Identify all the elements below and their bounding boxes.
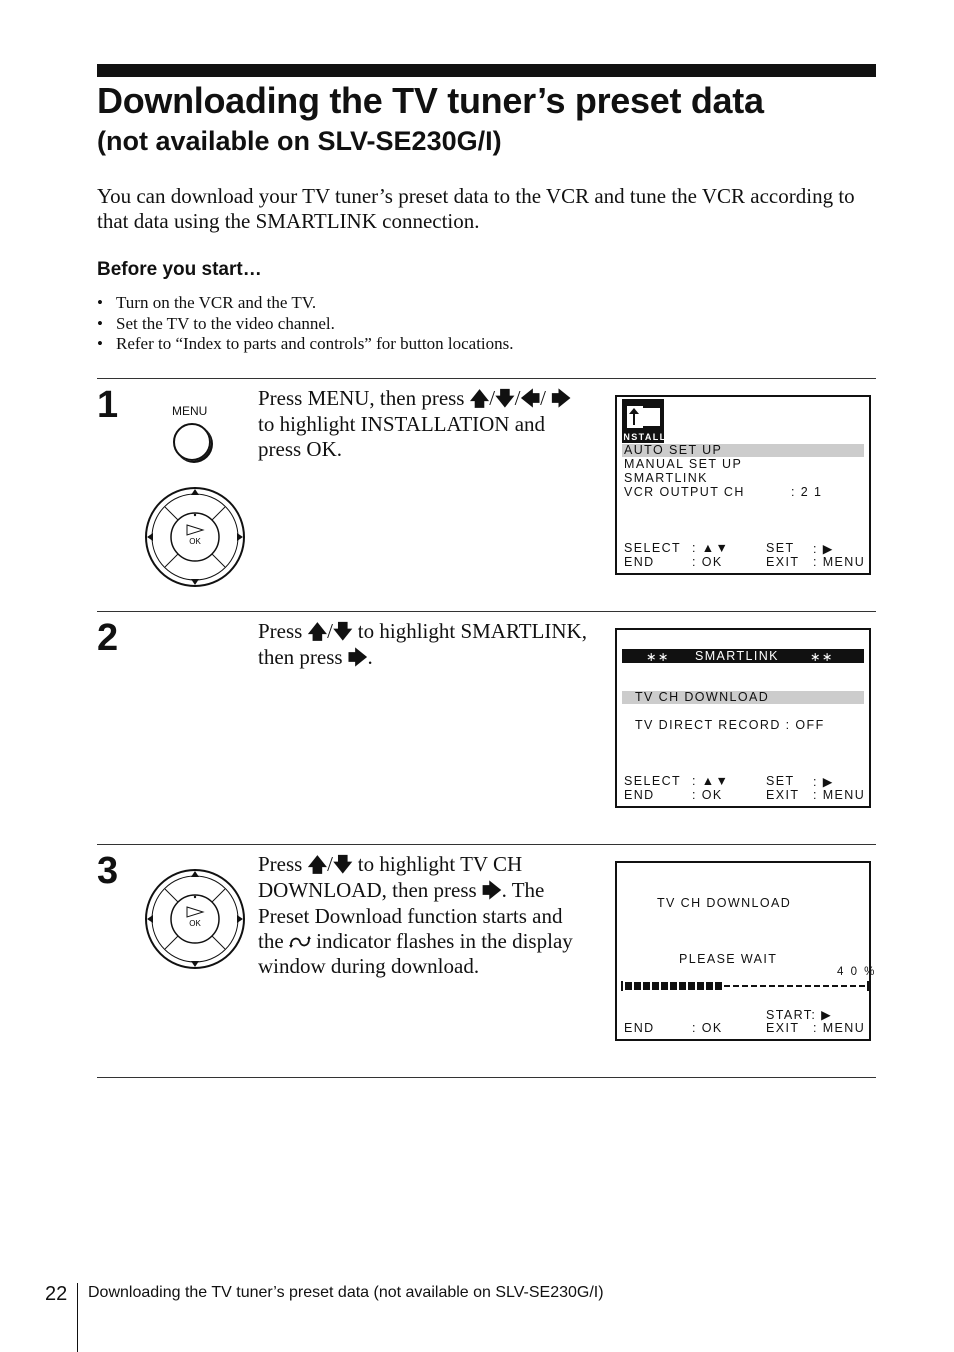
progress-empty-segment [832,985,838,987]
download-progress-screen [615,861,877,1041]
exit-label: EXIT [766,1021,800,1035]
end-label: END [624,555,655,569]
direction-pad-illustration [143,867,247,971]
footer-divider [77,1283,78,1352]
set-value: : ▶ [813,775,834,789]
title-bar [97,64,876,77]
progress-end-cap [867,981,869,991]
svg-text:INSTALL: INSTALL [619,432,667,442]
step-divider [97,844,876,845]
up-arrow-icon: 🡅 [307,621,328,643]
menu-button-illustration [173,423,211,461]
prerequisite-list [97,293,514,355]
progress-empty-segment [733,985,739,987]
end-value: : OK [692,788,723,802]
progress-filled-segment [697,982,704,990]
down-arrow-icon: 🡇 [495,388,515,410]
right-arrow-icon: 🡆 [347,647,368,669]
progress-filled-segment [661,982,668,990]
list-item: • Refer to “Index to parts and controls” for button locations. [97,334,514,353]
step-number: 3 [97,850,119,892]
end-label: END [624,1021,655,1035]
progress-filled-segment [706,982,713,990]
select-label: SELECT [624,541,682,555]
start-label: START: ▶ [766,1008,833,1022]
set-value: : ▶ [813,542,834,556]
progress-filled-segment [652,982,659,990]
step-divider [97,378,876,379]
down-arrow-icon: 🡇 [332,621,353,643]
progress-empty-segment [742,985,748,987]
progress-empty-segment [760,985,766,987]
progress-empty-segment [850,985,856,987]
progress-filled-segment [634,982,641,990]
install-icon [619,399,667,443]
end-label: END [624,788,655,802]
right-arrow-icon: 🡆 [481,880,502,902]
menu-button-label: MENU [172,404,208,418]
direction-pad-illustration [143,485,247,589]
set-label: SET [766,774,795,788]
progress-filled-segment [679,982,686,990]
progress-empty-segment [778,985,784,987]
up-arrow-icon: 🡅 [469,388,490,410]
smartlink-menu-screen [615,628,871,808]
step-divider [97,611,876,612]
running-footer-title: Downloading the TV tuner’s preset data (not available on SLV-SE230G/I) [88,1284,604,1301]
progress-percent: 4 0 % [837,966,877,978]
progress-filled-segment [688,982,695,990]
progress-empty-segment [805,985,811,987]
output-ch-value: : 2 1 [791,485,823,499]
ok-label: OK [189,919,201,928]
progress-filled-segment [625,982,632,990]
progress-empty-segment [859,985,865,987]
step-number: 2 [97,617,119,659]
installation-menu-screen [615,395,871,575]
menu-item-tv-direct-record: TV DIRECT RECORD : OFF [635,718,825,732]
page-title: Downloading the TV tuner’s preset data [97,80,764,121]
progress-empty-segment [787,985,793,987]
page-number: 22 [45,1283,68,1305]
progress-start-cap [621,981,623,991]
progress-empty-segment [841,985,847,987]
end-value: : OK [692,1021,723,1035]
step-instruction: Press 🡅/🡇 to highlight TV CH DOWNLOAD, then press 🡆. The Preset Download function starts and the indicator flashes in the display window during download. [258,852,573,978]
step-instruction: Press MENU, then press 🡅/🡇/🡄/ 🡆 to highlight INSTALLATION and press OK. [258,386,571,461]
step-number: 1 [97,384,119,426]
download-progress-bar [621,979,869,993]
down-arrow-icon: 🡇 [332,854,353,876]
menu-item-auto-set-up: AUTO SET UP [624,443,723,457]
please-wait-label: PLEASE WAIT [679,952,778,966]
tv-ch-download-label: TV CH DOWNLOAD [657,896,792,910]
menu-item-manual-set-up: MANUAL SET UP [624,457,743,471]
exit-label: EXIT [766,788,800,802]
progress-empty-segment [769,985,775,987]
progress-filled-segment [715,982,722,990]
right-arrow-icon: 🡆 [551,388,571,410]
progress-empty-segment [814,985,820,987]
exit-value: : MENU [813,1021,866,1035]
smartlink-indicator-icon [289,935,311,949]
select-value: : ▲▼ [692,541,730,555]
exit-value: : MENU [813,555,866,569]
progress-empty-segment [823,985,829,987]
progress-empty-segment [751,985,757,987]
menu-item-vcr-output-ch: VCR OUTPUT CH [624,485,745,499]
smartlink-header-bar: ∗∗ SMARTLINK ∗∗ [622,649,864,663]
section-end-divider [97,1077,876,1078]
ok-label: OK [189,537,201,546]
progress-empty-segment [796,985,802,987]
select-value: : ▲▼ [692,774,730,788]
exit-value: : MENU [813,788,866,802]
set-label: SET [766,541,795,555]
end-value: : OK [692,555,723,569]
intro-paragraph: You can download your TV tuner’s preset data to the VCR and tune the VCR according to that data using the SMARTLINK connection. [97,184,855,233]
list-item: • Turn on the VCR and the TV. [97,293,317,312]
menu-item-smartlink: SMARTLINK [624,471,708,485]
step-instruction: Press 🡅/🡇 to highlight SMARTLINK, then press 🡆. [258,619,587,669]
list-item: • Set the TV to the video channel. [97,313,335,333]
menu-item-tv-ch-download: TV CH DOWNLOAD [635,690,770,704]
exit-label: EXIT [766,555,800,569]
select-label: SELECT [624,774,682,788]
progress-filled-segment [643,982,650,990]
before-you-start-heading: Before you start… [97,259,262,280]
page-subtitle: (not available on SLV-SE230G/I) [97,126,502,156]
left-arrow-icon: 🡄 [520,388,541,410]
progress-filled-segment [670,982,677,990]
up-arrow-icon: 🡅 [307,854,328,876]
progress-empty-segment [724,985,730,987]
